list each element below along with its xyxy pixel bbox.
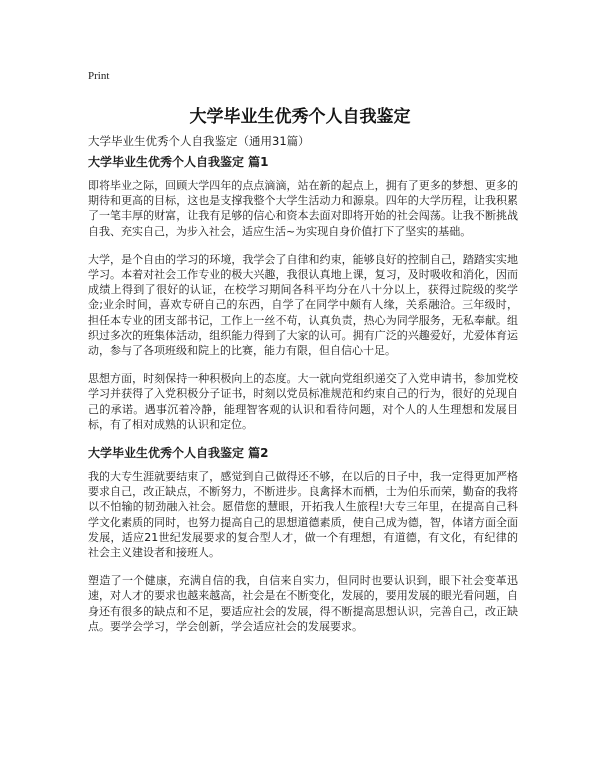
section-2-paragraph-2: 塑造了一个健康，充满自信的我，自信来自实力，但同时也要认识到，眼下社会变革迅速，对人才的要求也越来越高，社会是在不断变化，发展的，要用发展的眼光看问题，自身还有很多的缺点和不足，要适应社会的发展，得不断提高思想认识，完善自己，改正缺点。要学会学习，学会创新，学会适应社会的发展要求。 (88, 574, 518, 633)
page-title: 大学毕业生优秀个人自我鉴定 (189, 107, 411, 127)
section-1-paragraph-3: 思想方面，时刻保持一种积极向上的态度。大一就向党组织递交了入党申请书，参加党校学习并获得了入党积极分子证书，时刻以党员标准规范和约束自己的行为，很好的兑现自己的承诺。遇事沉着冷静，能理智客观的认识和看待问题，对个人的人生理想和发展目标，有了相对成熟的认识和定位。 (88, 372, 518, 431)
document-subtitle: 大学毕业生优秀个人自我鉴定（通用31篇） (88, 134, 310, 148)
print-link[interactable]: Print (88, 70, 110, 82)
section-heading-2: 大学毕业生优秀个人自我鉴定 篇2 (88, 446, 269, 461)
section-1-paragraph-1: 即将毕业之际，回顾大学四年的点点滴滴，站在新的起点上，拥有了更多的梦想、更多的期待和更高的目标，这也是支撑我整个大学生活动力和源泉。四年的大学历程，让我积累了一笔丰厚的财富，让我有足够的信心和资本去面对即将开始的社会闯荡。让我不断挑战自我、充实自己，为步入社会，适应生活~为实现自身价值打下了坚实的基础。 (88, 179, 518, 238)
document-body (88, 154, 518, 647)
section-1-paragraph-2: 大学，是个自由的学习的环境，我学会了自律和约束，能够良好的控制自己，踏踏实实地学习。本着对社会工作专业的极大兴趣，我很认真地上课，复习，及时吸收和消化，因而成绩上得到了很好的认证，在校学习期间各科平均分在八十分以上，获得过院级的奖学金;业余时间，喜欢专研自己的东西，自学了在同学中颇有人缘，关系融洽。三年级时，担任本专业的团支部书记，工作上一丝不苟，认真负责，热心为同学服务，无私奉献。组织过多次的班集体活动，组织能力得到了大家的认可。拥有广泛的兴趣爱好，尤爱体育运动，参与了各项班级和院上的比赛，能力有限，但自信心十足。 (88, 252, 518, 358)
section-heading-1: 大学毕业生优秀个人自我鉴定 篇1 (88, 155, 269, 169)
section-2-paragraph-1: 我的大专生涯就要结束了，感觉到自己做得还不够，在以后的日子中，我一定得更加严格要求自己，改正缺点，不断努力，不断进步。良禽择木而栖，士为伯乐而荣，勤奋的我将以不怕输的韧劲融入社会。愿借您的慧眼，开拓我人生旅程!大专三年里，在提高自己科学文化素质的同时，也努力提高自己的思想道德素质，使自己成为德，智，体诸方面全面发展，适应21世纪发展要求的复合型人才，做一个有理想，有道德，有文化，有纪律的社会主义建设者和接班人。 (88, 470, 518, 560)
